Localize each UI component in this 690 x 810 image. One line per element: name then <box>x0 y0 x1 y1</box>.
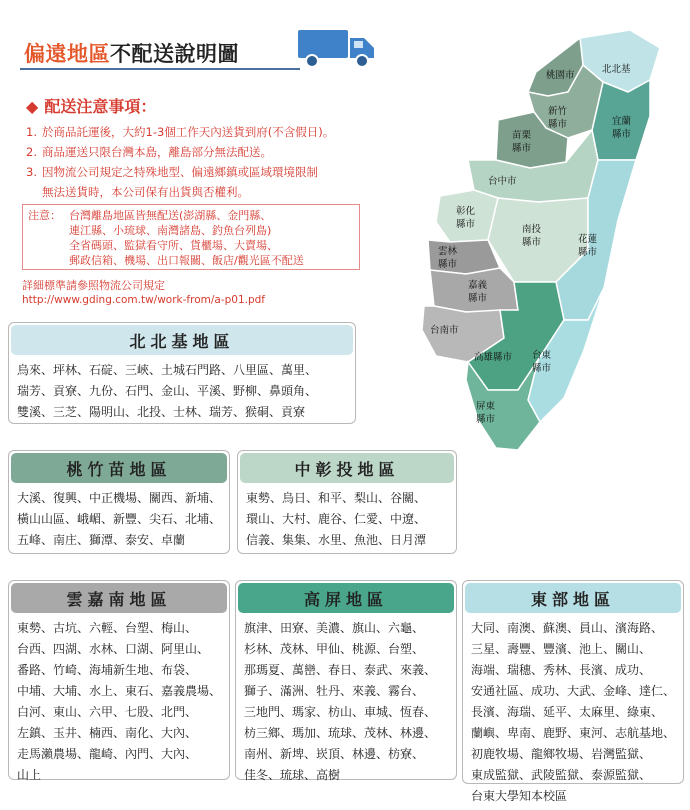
notice-rules <box>26 122 386 202</box>
diamond-icon: ◆ <box>26 97 39 116</box>
region-box-yjn <box>8 580 230 780</box>
region-box-tcm <box>8 450 230 554</box>
page-header <box>20 36 270 70</box>
map-label-taitung: 台東 <box>532 350 552 361</box>
region-title: 雲嘉南地區 <box>11 583 227 613</box>
map-label-yilan: 宜蘭 <box>612 116 632 127</box>
region-list: 旗津、田寮、美濃、旗山、六龜、 杉林、茂林、甲仙、桃源、台塑、 那瑪夏、萬巒、春日、泰武、來義、 獅子、滿洲、牡丹、來義、霧台、 三地門、瑪家、枋山、車城、恆春、 枋三鄉、瑪加、琉球、茂林、林邊、 南州、新埤、崁頂、林邊、枋寮、 佳冬、琉球、高樹 <box>244 621 437 782</box>
region-list: 大同、南澳、蘇澳、員山、濱海路、 三星、壽豐、豐濱、池上、關山、 海端、瑞穗、秀林、長濱、成功、 安通社區、成功、大武、金峰、達仁、 長濱、海瑞、延平、太麻里、綠東、 蘭嶼、卑南、鹿野、東河、志航基地、 初鹿牧場、龍鄉牧場、岩灣監獄、 東成監獄、武陵監獄、泰源監獄、 台東大學知本校區 <box>471 621 676 803</box>
region-box-czt <box>237 450 457 554</box>
map-label-yunlin-2: 縣市 <box>438 259 458 270</box>
region-title: 高屏地區 <box>238 583 454 613</box>
map-label-nantou: 南投 <box>522 224 542 235</box>
map-label-hsinchu: 新竹 <box>548 106 568 117</box>
note-label: 注意： <box>28 209 61 222</box>
truck-icon <box>296 26 378 70</box>
map-label-miaoli-2: 縣市 <box>512 143 532 154</box>
detail-text: 詳細標準請參照物流公司規定 <box>22 279 165 292</box>
region-title: 桃竹苗地區 <box>11 453 227 483</box>
region-title: 北北基地區 <box>11 325 353 355</box>
map-label-hualien: 花蓮 <box>578 234 598 245</box>
map-label-hualien-2: 縣市 <box>578 247 598 258</box>
map-label-changhua-2: 縣市 <box>456 219 476 230</box>
region-list: 大溪、復興、中正機場、關西、新埔、 橫山山區、峨嵋、新豐、尖石、北埔、 五峰、南庄、獅潭、泰安、卓蘭 <box>17 491 222 547</box>
map-label-bbj: 北北基 <box>602 64 631 75</box>
map-label-yunlin: 雲林 <box>438 246 458 257</box>
rule-item: 1. 於商品託運後，大約1-3個工作天內送貨到府(不含假日)。 <box>26 125 335 139</box>
page-title <box>24 38 239 68</box>
map-label-tainan: 台南市 <box>430 325 459 336</box>
detail-link[interactable]: http://www.gding.com.tw/work-from/a-p01.pdf <box>22 294 265 306</box>
region-list: 烏來、坪林、石碇、三峽、土城石門路、八里區、萬里、 瑞芳、貢寮、九份、石門、金山、平溪、野柳、鼻頭角、 雙溪、三芝、陽明山、北投、士林、瑞芳、猴硐、貢寮 <box>17 363 318 419</box>
map-label-yilan-2: 縣市 <box>612 129 632 140</box>
region-box-east <box>462 580 684 803</box>
region-title: 中彰投地區 <box>240 453 454 483</box>
rule-item: 3. 因物流公司規定之特殊地型、偏遠鄉鎮或區域環境限制 <box>26 165 318 179</box>
map-label-hsinchu-2: 縣市 <box>548 119 568 130</box>
rule-item: 2. 商品運送只限台灣本島，離島部分無法配送。 <box>26 145 272 159</box>
map-label-taitung-2: 縣市 <box>532 363 552 374</box>
map-label-taichung: 台中市 <box>488 176 517 187</box>
map-label-chiayi: 嘉義 <box>468 280 488 291</box>
region-box-gp <box>235 580 457 780</box>
notice-title <box>26 94 156 117</box>
rule-continuation: 無法送貨時，本公司保有出貨與否權利。 <box>42 185 249 199</box>
map-label-changhua: 彰化 <box>456 206 476 217</box>
map-label-kaohsiung: 高雄縣市 <box>474 352 513 363</box>
map-label-taoyuan: 桃園市 <box>546 70 575 81</box>
title-black: 不配送說明圖 <box>110 42 239 66</box>
note-box <box>22 204 360 270</box>
map-label-miaoli: 苗栗 <box>512 130 532 141</box>
map-label-chiayi-2: 縣市 <box>468 293 488 304</box>
region-list: 東勢、烏日、和平、梨山、谷關、 環山、大村、鹿谷、仁愛、中遼、 信義、集集、水里、魚池、日月潭 <box>246 491 427 547</box>
title-red: 偏遠地區 <box>24 42 110 66</box>
region-title: 東部地區 <box>465 583 681 613</box>
header-underline <box>20 68 300 70</box>
region-box-bbj <box>8 322 356 424</box>
taiwan-map <box>388 20 690 450</box>
notice-title-text: 配送注意事項： <box>44 97 157 116</box>
detail-info <box>22 279 265 307</box>
note-text: 台灣離島地區皆無配送(澎湖縣、金門縣、 連江縣、小琉球、南灣諸島、釣魚台列島) 全省碼頭、監獄看守所、貨櫃場、大賣場、 郵政信箱、機場、出口報關、飯店/觀光區不配送 <box>69 209 304 267</box>
map-label-pingtung-2: 縣市 <box>476 414 496 425</box>
map-label-pingtung: 屏東 <box>476 401 496 412</box>
map-label-nantou-2: 縣市 <box>522 237 542 248</box>
region-list: 東勢、古坑、六輕、台塑、梅山、 台西、四湖、水林、口湖、阿里山、 番路、竹崎、海埔新生地、布袋、 中埔、大埔、水上、東石、嘉義農場、 白河、東山、六甲、七股、北門、 左鎮、玉井、楠西、南化、大內、 走馬瀨農場、龍崎、內門、大內、 山上 <box>17 621 222 782</box>
